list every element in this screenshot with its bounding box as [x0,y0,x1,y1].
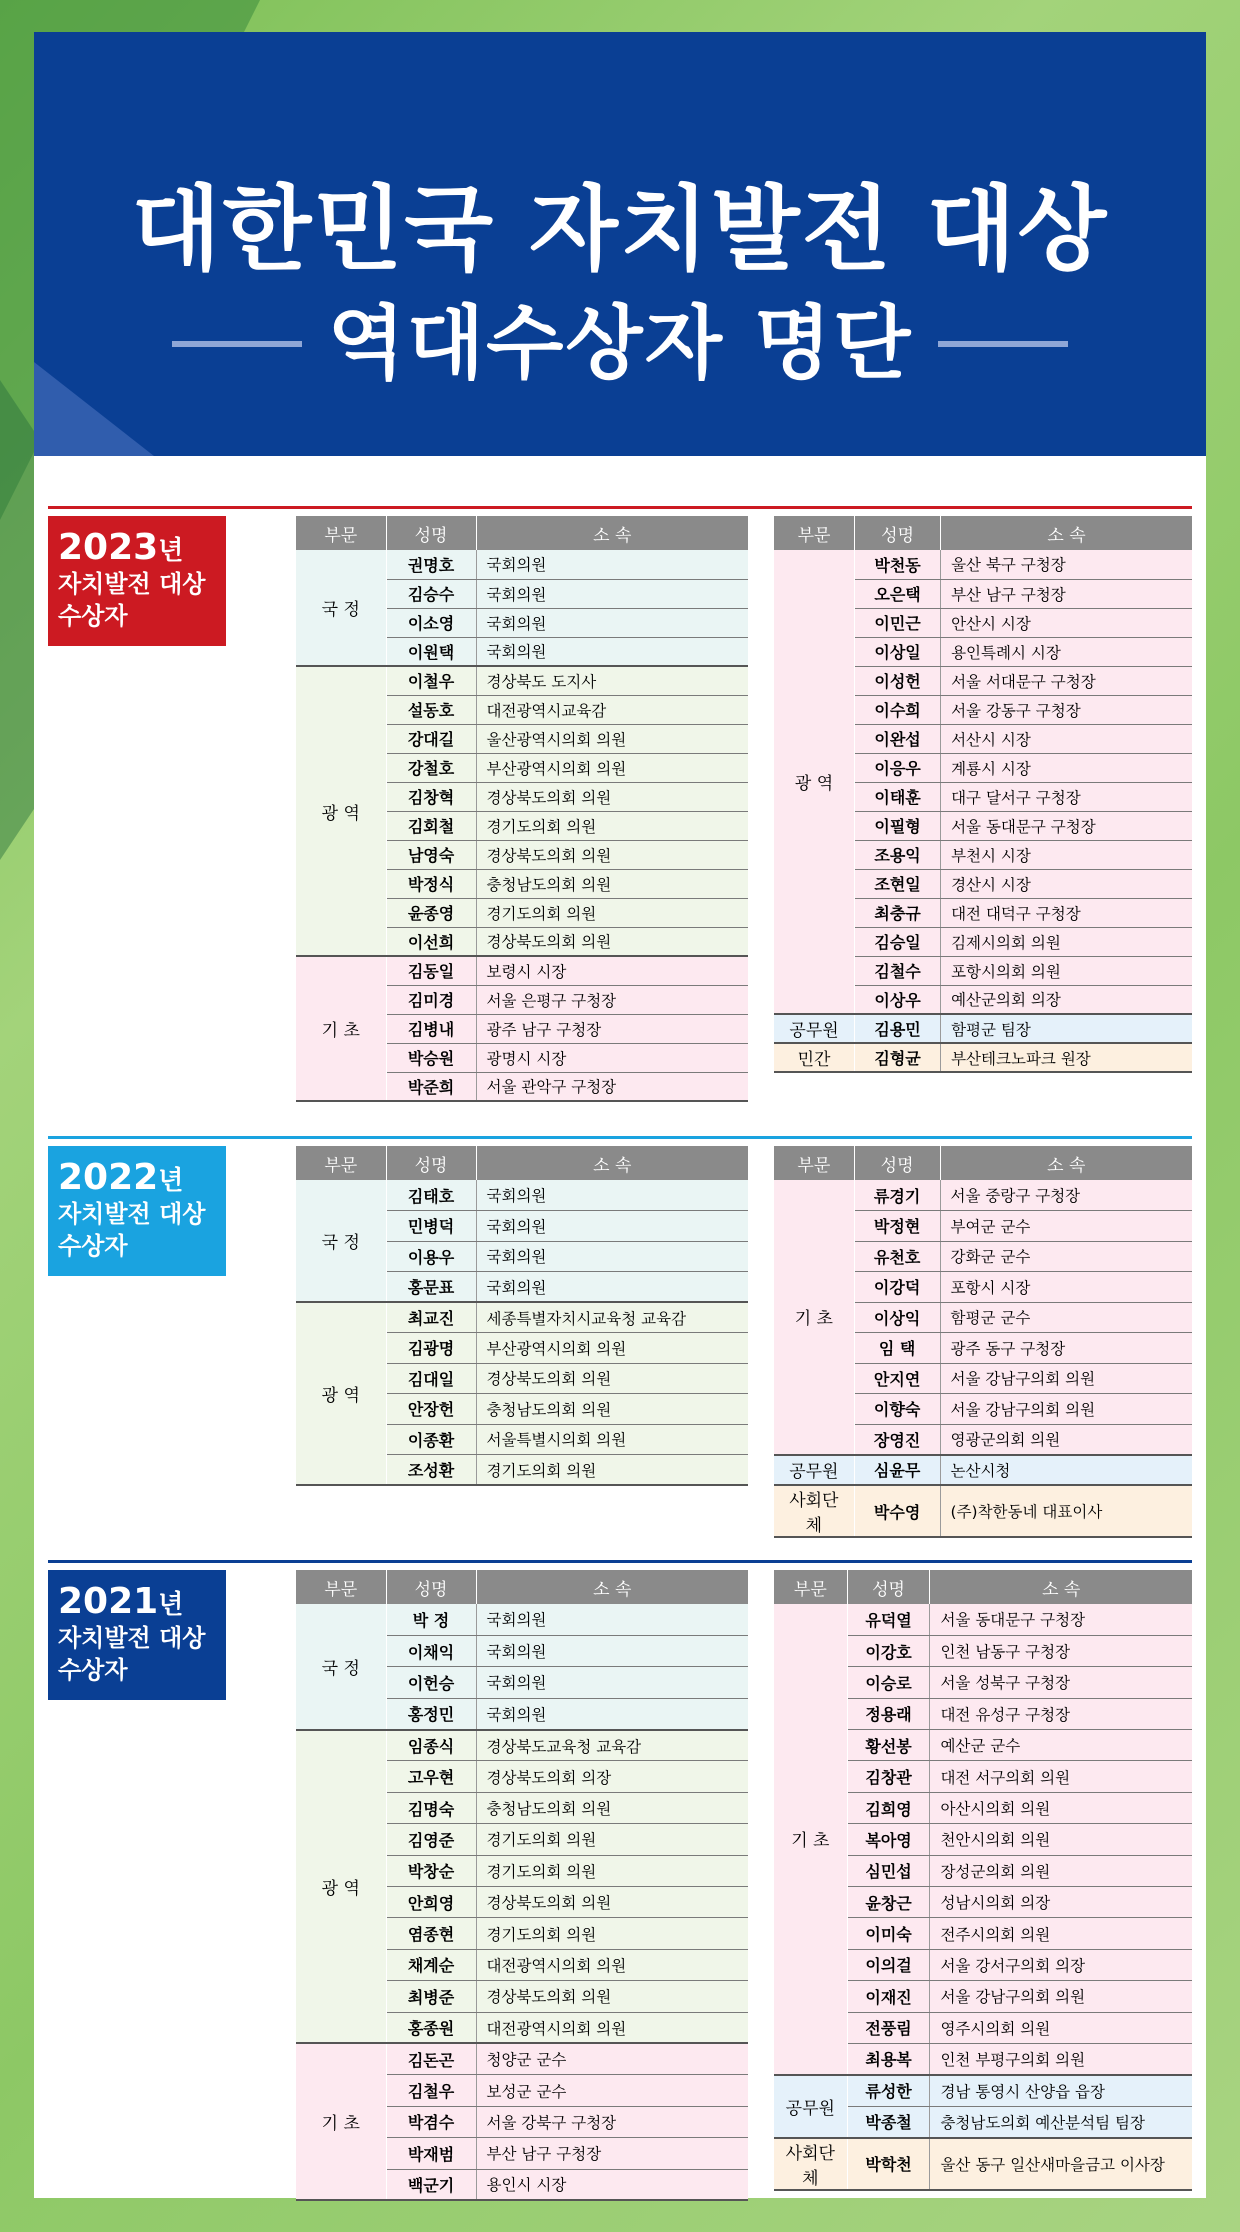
awardee-affiliation: 국회의원 [476,1635,748,1666]
awardee-name: 이상익 [854,1302,940,1333]
awardee-name: 염종현 [386,1918,476,1949]
awardee-name: 이완섭 [855,724,941,753]
awardee-name: 홍정민 [386,1698,476,1729]
award-name: 자치발전 대상 [58,1624,206,1652]
awardee-affiliation: 울산 북구 구청장 [941,550,1192,579]
year-number: 2021 [58,1581,159,1622]
awardee-name: 김돈곤 [386,2043,476,2074]
poster-sheet [34,32,1206,2198]
awardee-affiliation: 포항시 시장 [940,1272,1192,1303]
awardee-name: 이필형 [855,811,941,840]
category-cell: 기 초 [774,1604,847,2075]
awardee-name: 김창혁 [386,782,476,811]
awardee-name: 강철호 [386,753,476,782]
awardee-affiliation: 부여군 군수 [940,1211,1192,1242]
column-header-affiliation: 소 속 [476,1570,748,1604]
awardee-affiliation: 서울 강남구의회 의원 [940,1363,1192,1394]
awardee-name: 설동호 [386,695,476,724]
table-row [774,1485,1192,1537]
awardee-affiliation: 국회의원 [476,1211,748,1242]
awardee-affiliation: 대전광역시의회 의원 [476,2012,748,2043]
category-cell: 사회단체 [774,2138,847,2190]
awardee-name: 이선희 [386,927,476,956]
category-cell: 기 초 [774,1180,854,1455]
table-row [774,2075,1192,2106]
subtitle-dash-left [172,341,302,347]
awardee-affiliation: 국회의원 [476,1241,748,1272]
awardee-name: 이미숙 [847,1918,930,1949]
awardee-affiliation: 서울 관악구 구청장 [476,1072,748,1101]
awardee-name: 류경기 [854,1180,940,1211]
subtitle-dash-right [938,341,1068,347]
awardee-name: 이용우 [386,1241,476,1272]
category-cell: 사회단체 [774,1485,854,1537]
awardee-name: 김병내 [386,1014,476,1043]
awardee-affiliation: 서산시 시장 [941,724,1192,753]
awardee-table-right [774,1570,1192,2191]
table-row [296,550,748,579]
category-cell: 공무원 [774,1455,854,1486]
table-row [296,1730,748,1761]
awardee-affiliation: 경기도의회 의원 [476,898,748,927]
awardee-name: 유천호 [854,1241,940,1272]
awardee-name: 강대길 [386,724,476,753]
awardee-name: 정용래 [847,1698,930,1729]
awardee-name: 이소영 [386,608,476,637]
column-header-affiliation: 소 속 [476,1146,748,1180]
table-row [296,1604,748,1635]
column-header-affiliation: 소 속 [941,516,1192,550]
year-badge [48,516,226,646]
awardee-table-left [296,1570,748,2201]
awardee-affiliation: 함평군 군수 [940,1302,1192,1333]
awardee-name: 박승원 [386,1043,476,1072]
year-badge [48,1570,226,1700]
award-recipients-label: 수상자 [58,602,128,630]
category-cell: 광 역 [296,666,386,956]
awardee-name: 박 정 [386,1604,476,1635]
awardee-affiliation: 부산테크노파크 원장 [941,1043,1192,1072]
awardee-name: 이채익 [386,1635,476,1666]
awardee-name: 최교진 [386,1302,476,1333]
awardee-affiliation: 경기도의회 의원 [476,1824,748,1855]
awardee-name: 김승일 [855,927,941,956]
table-row [296,2043,748,2074]
awardee-affiliation: 경상북도의회 의원 [476,927,748,956]
table-row [774,1014,1192,1043]
table-row [774,1604,1192,1635]
awardee-affiliation: 용인시 시장 [476,2169,748,2200]
awardee-affiliation: 서울 강서구의회 의장 [930,1949,1192,1980]
awardee-name: 이상우 [855,985,941,1014]
awardee-name: 임 택 [854,1333,940,1364]
awardee-affiliation: 경상북도의회 의원 [476,840,748,869]
awardee-affiliation: 부산광역시의회 의원 [476,753,748,782]
column-header-category: 부문 [296,1570,386,1604]
awardee-name: 고우현 [386,1761,476,1792]
awardee-name: 조현일 [855,869,941,898]
category-cell: 공무원 [774,1014,855,1043]
awardee-affiliation: 서울 중랑구 구청장 [940,1180,1192,1211]
awardee-affiliation: 울산 동구 일산새마을금고 이사장 [930,2138,1192,2190]
column-header-name: 성명 [854,1146,940,1180]
year-suffix: 년 [158,536,184,566]
awardee-affiliation: 대전 서구의회 의원 [930,1761,1192,1792]
subtitle: 역대수상자 명단 [327,297,913,390]
awardee-affiliation: 용인특례시 시장 [941,637,1192,666]
awardee-name: 이원택 [386,637,476,666]
awardee-affiliation: 충청남도의회 의원 [476,1792,748,1823]
awardee-name: 박종철 [847,2106,930,2137]
awardee-name: 김광명 [386,1333,476,1364]
awardee-affiliation: 대전광역시의회 의원 [476,1949,748,1980]
awardee-affiliation: 국회의원 [476,550,748,579]
table-row [296,956,748,985]
awardee-affiliation: 전주시의회 의원 [930,1918,1192,1949]
awardee-affiliation: 계룡시 시장 [941,753,1192,782]
awardee-affiliation: 인천 부평구의회 의원 [930,2043,1192,2074]
awardee-name: 안지연 [854,1363,940,1394]
awardee-affiliation: 경상북도의회 의원 [476,1363,748,1394]
award-recipients-label: 수상자 [58,1656,128,1684]
column-header-name: 성명 [386,516,476,550]
awardee-name: 안장헌 [386,1394,476,1425]
awardee-affiliation: 충청남도의회 의원 [476,869,748,898]
year-number: 2023 [58,527,159,568]
awardee-affiliation: 국회의원 [476,1180,748,1211]
awardee-name: 이승로 [847,1667,930,1698]
year-heading [58,1582,216,1622]
column-header-category: 부문 [774,516,855,550]
year-number: 2022 [58,1157,159,1198]
awardee-affiliation: 서울 은평구 구청장 [476,985,748,1014]
awardee-name: 황선봉 [847,1730,930,1761]
awardee-affiliation: 대구 달서구 구청장 [941,782,1192,811]
awardee-affiliation: 국회의원 [476,1604,748,1635]
awardee-affiliation: 국회의원 [476,1272,748,1303]
awardee-name: 박재범 [386,2138,476,2169]
awardee-affiliation: 장성군의회 의원 [930,1855,1192,1886]
awardee-name: 김철우 [386,2075,476,2106]
table-row [296,1180,748,1211]
awardee-affiliation: 서울특별시의회 의원 [476,1424,748,1455]
awardee-affiliation: 서울 강동구 구청장 [941,695,1192,724]
category-cell: 광 역 [296,1730,386,2044]
awardee-name: 홍종원 [386,2012,476,2043]
awardee-name: 김회철 [386,811,476,840]
awardee-name: 김영준 [386,1824,476,1855]
awardee-name: 김철수 [855,956,941,985]
awardee-affiliation: 경기도의회 의원 [476,1918,748,1949]
awardee-affiliation: 부천시 시장 [941,840,1192,869]
awardee-affiliation: 경남 통영시 산양읍 읍장 [930,2075,1192,2106]
awardee-name: 홍문표 [386,1272,476,1303]
awardee-name: 최병준 [386,1981,476,2012]
award-recipients-label: 수상자 [58,1232,128,1260]
awardee-affiliation: 경기도의회 의원 [476,811,748,840]
awardee-name: 박천동 [855,550,941,579]
awardee-name: 이철우 [386,666,476,695]
awardee-name: 이종환 [386,1424,476,1455]
awardee-affiliation: 서울 강남구의회 의원 [940,1394,1192,1425]
awardee-affiliation: 국회의원 [476,1667,748,1698]
awardee-affiliation: 경상북도의회 의원 [476,1887,748,1918]
awardee-affiliation: 국회의원 [476,608,748,637]
awardee-affiliation: 서울 동대문구 구청장 [941,811,1192,840]
table-row [296,666,748,695]
awardee-name: 이민근 [855,608,941,637]
section-divider [48,1560,1192,1563]
awardee-affiliation: 김제시의회 의원 [941,927,1192,956]
column-header-affiliation: 소 속 [940,1146,1192,1180]
awardee-name: 윤창근 [847,1887,930,1918]
category-cell: 기 초 [296,956,386,1101]
awardee-name: 이의걸 [847,1949,930,1980]
awardee-affiliation: 부산광역시의회 의원 [476,1333,748,1364]
awardee-name: 김용민 [855,1014,941,1043]
column-header-name: 성명 [386,1570,476,1604]
table-row [774,1043,1192,1072]
awardee-affiliation: 경상북도의회 의원 [476,782,748,811]
awardee-name: 채계순 [386,1949,476,1980]
awardee-name: 박정현 [854,1211,940,1242]
awardee-name: 이성헌 [855,666,941,695]
awardee-table-right [774,516,1192,1073]
category-cell: 국 정 [296,1180,386,1302]
section-divider [48,1136,1192,1139]
column-header-category: 부문 [774,1146,854,1180]
awardee-affiliation: 서울 서대문구 구청장 [941,666,1192,695]
category-cell: 광 역 [774,550,855,1014]
main-title: 대한민국 자치발전 대상 [131,176,1109,283]
awardee-affiliation: 경산시 시장 [941,869,1192,898]
awardee-name: 윤종영 [386,898,476,927]
awardee-name: 이재진 [847,1981,930,2012]
table-row [774,550,1192,579]
category-cell: 공무원 [774,2075,847,2138]
awardee-name: 백군기 [386,2169,476,2200]
awardee-name: 남영숙 [386,840,476,869]
awardee-affiliation: 울산광역시의회 의원 [476,724,748,753]
column-header-name: 성명 [386,1146,476,1180]
awardee-affiliation: 영광군의회 의원 [940,1424,1192,1455]
awardee-affiliation: 국회의원 [476,1698,748,1729]
award-name: 자치발전 대상 [58,1200,206,1228]
column-header-name: 성명 [847,1570,930,1604]
awardee-name: 조성환 [386,1455,476,1486]
awardee-name: 이강덕 [854,1272,940,1303]
awardee-name: 박정식 [386,869,476,898]
table-row [774,1180,1192,1211]
awardee-name: 복아영 [847,1824,930,1855]
column-header-category: 부문 [296,516,386,550]
awardee-name: 전풍림 [847,2012,930,2043]
awardee-name: 김형균 [855,1043,941,1072]
awardee-name: 이강호 [847,1635,930,1666]
awardee-affiliation: 예산군 군수 [930,1730,1192,1761]
awardee-affiliation: 보령시 시장 [476,956,748,985]
awardee-affiliation: (주)착한동네 대표이사 [940,1485,1192,1537]
awardee-affiliation: 광명시 시장 [476,1043,748,1072]
awardee-affiliation: 청양군 군수 [476,2043,748,2074]
awardee-affiliation: 세종특별자치시교육청 교육감 [476,1302,748,1333]
awardee-affiliation: 포항시의회 의원 [941,956,1192,985]
year-suffix: 년 [158,1166,184,1196]
awardee-name: 김대일 [386,1363,476,1394]
awardee-affiliation: 아산시의회 의원 [930,1792,1192,1823]
awardee-name: 김명숙 [386,1792,476,1823]
awardee-name: 이상일 [855,637,941,666]
awardee-affiliation: 논산시청 [940,1455,1192,1486]
awardee-affiliation: 서울 성북구 구청장 [930,1667,1192,1698]
awardee-name: 김창관 [847,1761,930,1792]
awardee-table-left [296,516,748,1102]
subtitle-row [34,294,1206,394]
awardee-affiliation: 대전 대덕구 구청장 [941,898,1192,927]
column-header-name: 성명 [855,516,941,550]
awardee-name: 이수희 [855,695,941,724]
awardee-name: 민병덕 [386,1211,476,1242]
awardee-name: 김승수 [386,579,476,608]
year-badge [48,1146,226,1276]
table-row [774,1455,1192,1486]
awardee-name: 권명호 [386,550,476,579]
awardee-affiliation: 영주시의회 의원 [930,2012,1192,2043]
awardee-name: 임종식 [386,1730,476,1761]
awardee-name: 이헌승 [386,1667,476,1698]
awardee-affiliation: 서울 동대문구 구청장 [930,1604,1192,1635]
awardee-affiliation: 광주 동구 구청장 [940,1333,1192,1364]
awardee-name: 류성한 [847,2075,930,2106]
awardee-affiliation: 경기도의회 의원 [476,1855,748,1886]
awardee-name: 최용복 [847,2043,930,2074]
awardee-name: 김미경 [386,985,476,1014]
category-cell: 국 정 [296,1604,386,1730]
awardee-name: 유덕열 [847,1604,930,1635]
awardee-name: 조용익 [855,840,941,869]
awardee-affiliation: 천안시의회 의원 [930,1824,1192,1855]
awardee-name: 박창순 [386,1855,476,1886]
awardee-name: 최충규 [855,898,941,927]
awardee-name: 심민섭 [847,1855,930,1886]
awardee-name: 안희영 [386,1887,476,1918]
awardee-affiliation: 예산군의회 의장 [941,985,1192,1014]
awardee-table-right [774,1146,1192,1538]
title-banner [34,32,1206,456]
awardee-affiliation: 경상북도 도지사 [476,666,748,695]
awardee-affiliation: 국회의원 [476,579,748,608]
column-header-category: 부문 [296,1146,386,1180]
year-heading [58,1158,216,1198]
table-row [296,1302,748,1333]
awardee-name: 박수영 [854,1485,940,1537]
awardee-affiliation: 성남시의회 의장 [930,1887,1192,1918]
awardee-affiliation: 대전 유성구 구청장 [930,1698,1192,1729]
awardee-name: 오은택 [855,579,941,608]
awardee-name: 박학천 [847,2138,930,2190]
awardee-affiliation: 경상북도교육청 교육감 [476,1730,748,1761]
column-header-category: 부문 [774,1570,847,1604]
awardee-affiliation: 부산 남구 구청장 [476,2138,748,2169]
awardee-name: 박겸수 [386,2106,476,2137]
awardee-name: 김희영 [847,1792,930,1823]
awardee-affiliation: 광주 남구 구청장 [476,1014,748,1043]
awardee-affiliation: 함평군 팀장 [941,1014,1192,1043]
awardee-affiliation: 경기도의회 의원 [476,1455,748,1486]
awardee-affiliation: 인천 남동구 구청장 [930,1635,1192,1666]
awardee-affiliation: 충청남도의회 의원 [476,1394,748,1425]
section-divider [48,506,1192,509]
awardee-affiliation: 국회의원 [476,637,748,666]
table-row [774,2138,1192,2190]
awardee-affiliation: 강화군 군수 [940,1241,1192,1272]
awardee-name: 이태훈 [855,782,941,811]
award-name: 자치발전 대상 [58,570,206,598]
category-cell: 광 역 [296,1302,386,1485]
category-cell: 국 정 [296,550,386,666]
awardee-affiliation: 안산시 시장 [941,608,1192,637]
category-cell: 민간 [774,1043,855,1072]
awardee-affiliation: 경상북도의회 의장 [476,1761,748,1792]
awardee-affiliation: 서울 강북구 구청장 [476,2106,748,2137]
column-header-affiliation: 소 속 [476,516,748,550]
awardee-name: 김태호 [386,1180,476,1211]
year-heading [58,528,216,568]
awardee-affiliation: 보성군 군수 [476,2075,748,2106]
awardee-affiliation: 서울 강남구의회 의원 [930,1981,1192,2012]
awardee-name: 이응우 [855,753,941,782]
year-suffix: 년 [158,1590,184,1620]
awardee-name: 장영진 [854,1424,940,1455]
awardee-affiliation: 충청남도의회 예산분석팀 팀장 [930,2106,1192,2137]
awardee-table-left [296,1146,748,1486]
awardee-affiliation: 대전광역시교육감 [476,695,748,724]
awardee-name: 심윤무 [854,1455,940,1486]
awardee-affiliation: 부산 남구 구청장 [941,579,1192,608]
awardee-name: 이향숙 [854,1394,940,1425]
awardee-name: 박준희 [386,1072,476,1101]
category-cell: 기 초 [296,2043,386,2200]
awardee-name: 김동일 [386,956,476,985]
column-header-affiliation: 소 속 [930,1570,1192,1604]
awardee-affiliation: 경상북도의회 의원 [476,1981,748,2012]
